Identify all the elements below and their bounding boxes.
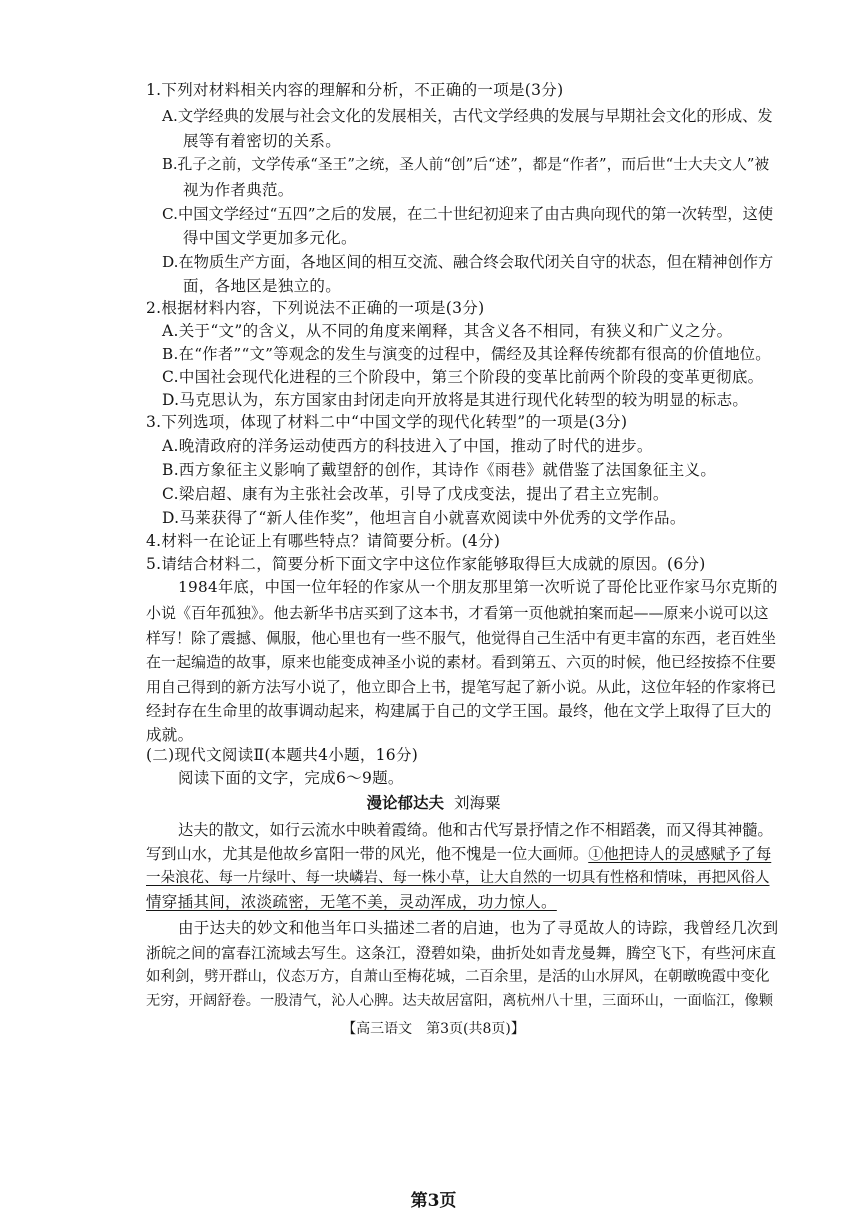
question-5-passage-line: 经封存在生命里的故事调动起来，构建属于自己的文学王国。最终，他在文学上取得了巨大的	[146, 702, 772, 720]
article-author: 刘海粟	[454, 794, 501, 812]
article-title-line	[0, 793, 867, 813]
question-1-option-b: B.孔子之前，文学传承“圣王”之统，圣人前“创”后“述”，都是“作者”，而后世“士大夫文人”被	[162, 156, 770, 173]
question-3-stem: 3.下列选项，体现了材料二中“中国文学的现代化转型”的一项是(3分)	[146, 413, 628, 431]
article-paragraph-line: 达夫的散文，如行云流水中映着霞绮。他和古代写景抒情之作不相蹈袭，而又得其神髓。	[178, 821, 773, 839]
article-paragraph-line: 如利剑，劈开群山，仪态万方，自萧山至梅花城，二百余里，是活的山水屏风，在朝暾晚霞中变化	[146, 969, 770, 985]
question-1-option-a: A.文学经典的发展与社会文化的发展相关，古代文学经典的发展与早期社会文化的形成、发	[162, 107, 773, 125]
question-2-option-d: D.马克思认为，东方国家由封闭走向开放将是其进行现代化转型的较为明显的标志。	[162, 391, 749, 409]
question-5-passage-line: 成就。	[146, 726, 194, 744]
underlined-sentence: ①他把诗人的灵感赋予了每	[588, 845, 772, 863]
question-1-option-c-cont: 得中国文学更加多元化。	[183, 229, 357, 247]
question-5-passage-line: 在一起编造的故事，原来也能变成神圣小说的素材。看到第五、六页的时候，他已经按捺不住要	[146, 653, 777, 671]
question-1-option-c: C.中国文学经过“五四”之后的发展，在二十世纪初迎来了由古典向现代的第一次转型，这使	[162, 205, 774, 223]
question-2-option-b: B.在“作者”“文”等观念的发生与演变的过程中，儒经及其诠释传统都有很高的价值地位。	[162, 345, 771, 363]
question-1-option-a-cont: 展等有着密切的关系。	[183, 132, 342, 150]
question-4-stem: 4.材料一在论证上有哪些特点？请简要分析。(4分)	[146, 532, 501, 550]
section-2-heading: (二)现代文阅读Ⅱ(本题共4小题，16分)	[146, 746, 419, 764]
question-1-option-d-cont: 面，各地区是独立的。	[183, 277, 342, 295]
question-5-passage-line: 小说《百年孤独》。他去新华书店买到了这本书，才看第一页他就拍案而起——原来小说可以这	[146, 604, 769, 622]
article-paragraph-line: 无穷，开阔舒卷。一股清气，沁人心脾。达夫故居富阳，离杭州八十里，三面环山，一面临江，像颗	[146, 993, 774, 1009]
question-3-option-d: D.马莱获得了“新人佳作奖”，他坦言自小就喜欢阅读中外优秀的文学作品。	[162, 509, 686, 527]
question-5-stem: 5.请结合材料二，简要分析下面文字中这位作家能够取得巨大成就的原因。(6分)	[146, 555, 706, 573]
article-paragraph-line	[146, 844, 771, 864]
question-2-option-c: C.中国社会现代化进程的三个阶段中，第三个阶段的变革比前两个阶段的变革更彻底。	[162, 368, 764, 386]
question-1-option-b-cont: 视为作者典范。	[183, 181, 294, 199]
article-text: 写到山水，尤其是他故乡富阳一带的风光，他不愧是一位大画师。	[146, 845, 589, 863]
question-2-option-a: A.关于“文”的含义，从不同的角度来阐释，其含义各不相同，有狭义和广义之分。	[162, 322, 733, 340]
question-1-option-d: D.在物质生产方面，各地区间的相互交流、融合终会取代闭关自守的状态，但在精神创作方	[162, 253, 774, 271]
article-title: 漫论郁达夫	[366, 793, 444, 812]
underlined-sentence: 一朵浪花、每一片绿叶、每一块嶙岩、每一株小草，让大自然的一切具有性格和情味，再把风俗人	[146, 870, 770, 886]
question-1-stem: 1.下列对材料相关内容的理解和分析，不正确的一项是(3分)	[146, 81, 564, 99]
question-3-option-a: A.晚清政府的洋务运动使西方的科技进入了中国，推动了时代的进步。	[162, 437, 653, 455]
section-2-instruction: 阅读下面的文字，完成6～9题。	[178, 769, 404, 787]
underlined-sentence: 情穿插其间，浓淡疏密，无笔不美，灵动浑成，功力惊人。	[146, 893, 557, 911]
article-paragraph-line: 浙皖之间的富春江流域去写生。这条江，澄碧如染，曲折处如青龙曼舞，腾空飞下，有些河床直	[146, 944, 777, 962]
page-number: 第3页	[410, 1191, 457, 1211]
question-5-passage-line: 样写！除了震撼、佩服，他心里也有一些不服气，他觉得自己生活中有更丰富的东西，老百姓坐	[146, 629, 777, 647]
question-2-stem: 2.根据材料内容，下列说法不正确的一项是(3分)	[146, 299, 485, 317]
page-footer: 【高三语文 第3页(共8页)】	[342, 1021, 525, 1037]
question-3-option-b: B.西方象征主义影响了戴望舒的创作，其诗作《雨巷》就借鉴了法国象征主义。	[162, 461, 717, 479]
question-5-passage-line: 用自己得到的新方法写小说了，他立即合上书，提笔写起了新小说。从此，这位年轻的作家将已	[146, 678, 777, 696]
question-5-passage-line: 1984年底，中国一位年轻的作家从一个朋友那里第一次听说了哥伦比亚作家马尔克斯的	[178, 578, 778, 596]
article-paragraph-line: 由于达夫的妙文和他当年口头描述二者的启迪，也为了寻觅故人的诗踪，我曾经几次到	[178, 919, 779, 937]
question-3-option-c: C.梁启超、康有为主张社会改革，引导了戊戌变法，提出了君主立宪制。	[162, 485, 669, 503]
